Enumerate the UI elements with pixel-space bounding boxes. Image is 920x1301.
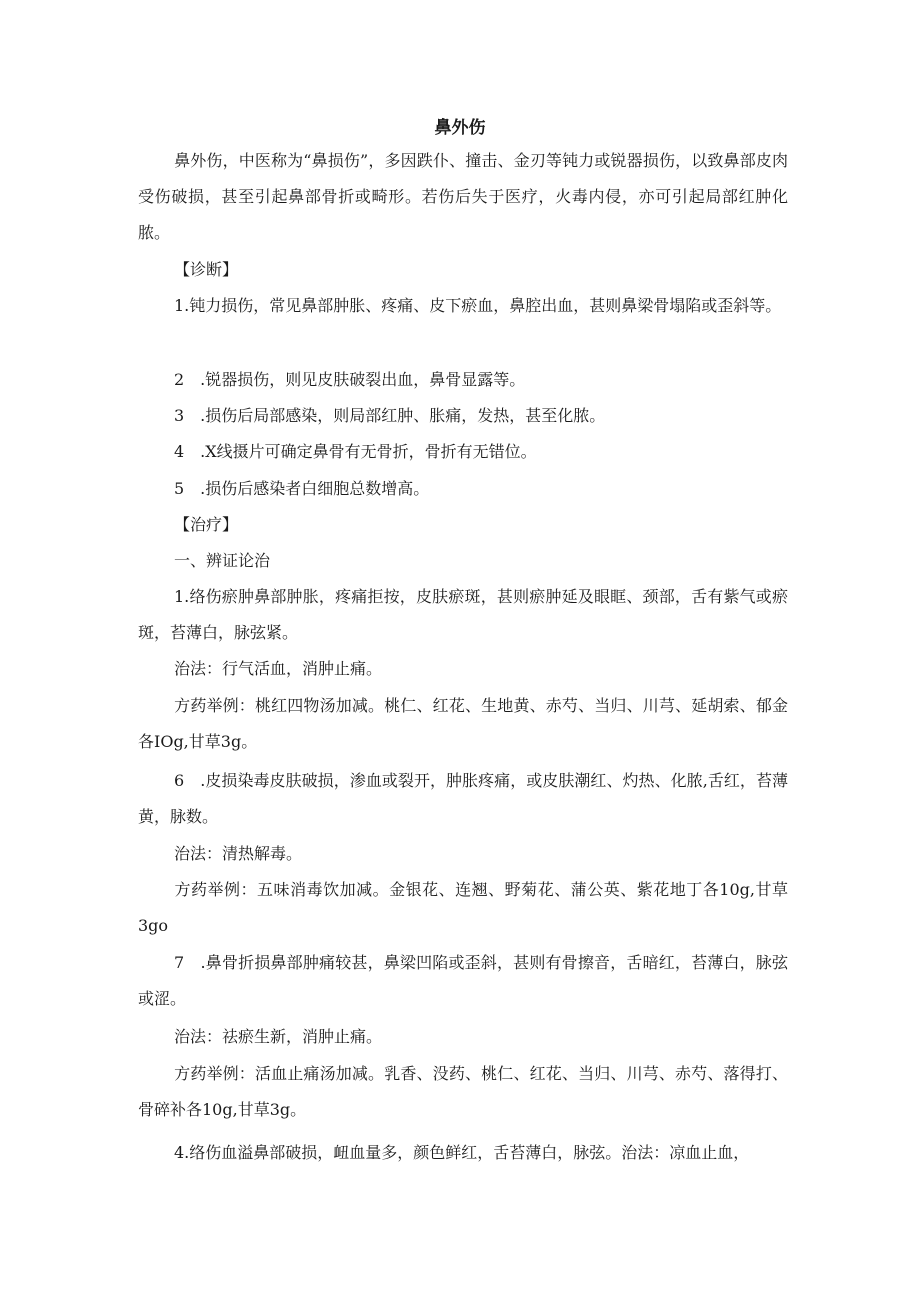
document-title: 鼻外伤 bbox=[434, 118, 486, 138]
paragraph-text: 方药举例：活血止痛汤加减。乳香、没药、桃仁、红花、当归、川芎、赤芍、落得打、骨碎补各10g,甘草3g。 bbox=[138, 1064, 788, 1119]
diagnosis-item-2 bbox=[138, 362, 788, 398]
paragraph-text: 方药举例：五味消毒饮加减。金银花、连翘、野菊花、蒲公英、紫花地丁各10g,甘草3go bbox=[138, 880, 788, 935]
paragraph-text: 4.络伤血溢鼻部破损，衄血量多，颜色鲜红，舌苔薄白，脉弦。治法：凉血止血， bbox=[174, 1143, 750, 1162]
treatment-item-2 bbox=[138, 763, 788, 835]
paragraph-text: 6 .皮损染毒皮肤破损，渗血或裂开，肿胀疼痛，或皮肤潮红、灼热、化脓,舌红，苔薄黄，脉数。 bbox=[138, 771, 788, 826]
prescription-3 bbox=[138, 1056, 788, 1128]
intro-paragraph bbox=[138, 143, 788, 251]
paragraph-text: 【诊断】 bbox=[174, 260, 239, 279]
paragraph-text: 【治疗】 bbox=[174, 515, 239, 534]
subsection-heading bbox=[138, 543, 788, 579]
paragraph-text: 一、辨证论治 bbox=[174, 551, 271, 570]
paragraph-text: 1.络伤瘀肿鼻部肿胀，疼痛拒按，皮肤瘀斑，甚则瘀肿延及眼眶、颈部，舌有紫气或瘀斑，苔薄白，脉弦紧。 bbox=[138, 587, 788, 642]
paragraph-text: 方药举例：桃红四物汤加减。桃仁、红花、生地黄、赤芍、当归、川芎、延胡索、郁金各IOg,甘草3g。 bbox=[138, 696, 788, 751]
prescription-2 bbox=[138, 872, 788, 944]
treatment-item-1 bbox=[138, 579, 788, 651]
treatment-item-3 bbox=[138, 945, 788, 1017]
paragraph-text: 治法：祛瘀生新，消肿止痛。 bbox=[174, 1027, 383, 1046]
paragraph-text: 治法：行气活血，消肿止痛。 bbox=[174, 659, 383, 678]
diagnosis-item-4 bbox=[138, 434, 788, 470]
treatment-method-2 bbox=[138, 836, 788, 872]
paragraph-text: 治法：清热解毒。 bbox=[174, 844, 303, 863]
prescription-1 bbox=[138, 688, 788, 760]
paragraph-text: 2 .锐器损伤，则见皮肤破裂出血，鼻骨显露等。 bbox=[174, 370, 526, 389]
diagnosis-item-5 bbox=[138, 471, 788, 507]
treatment-method-1 bbox=[138, 651, 788, 687]
paragraph-text: 鼻外伤，中医称为“鼻损伤”，多因跌仆、撞击、金刃等钝力或锐器损伤，以致鼻部皮肉受伤破损，甚至引起鼻部骨折或畸形。若伤后失于医疗，火毒内侵，亦可引起局部红肿化脓。 bbox=[138, 151, 788, 242]
diagnosis-item-1 bbox=[138, 288, 788, 324]
paragraph-text: 1.钝力损伤，常见鼻部肿胀、疼痛、皮下瘀血，鼻腔出血，甚则鼻梁骨塌陷或歪斜等。 bbox=[174, 296, 782, 315]
paragraph-text: 3 .损伤后局部感染，则局部红肿、胀痛，发热，甚至化脓。 bbox=[174, 406, 606, 425]
diagnosis-item-3 bbox=[138, 398, 788, 434]
paragraph-text: 5 .损伤后感染者白细胞总数增高。 bbox=[174, 479, 430, 498]
paragraph-text: 7 .鼻骨折损鼻部肿痛较甚，鼻梁凹陷或歪斜，甚则有骨擦音，舌暗红，苔薄白，脉弦或涩。 bbox=[138, 953, 788, 1008]
treatment-method-3 bbox=[138, 1019, 788, 1055]
section-heading-diagnosis bbox=[138, 252, 788, 288]
treatment-item-4 bbox=[138, 1135, 788, 1171]
paragraph-text: 4 .X线摄片可确定鼻骨有无骨折，骨折有无错位。 bbox=[174, 442, 537, 461]
section-heading-treatment bbox=[138, 507, 788, 543]
